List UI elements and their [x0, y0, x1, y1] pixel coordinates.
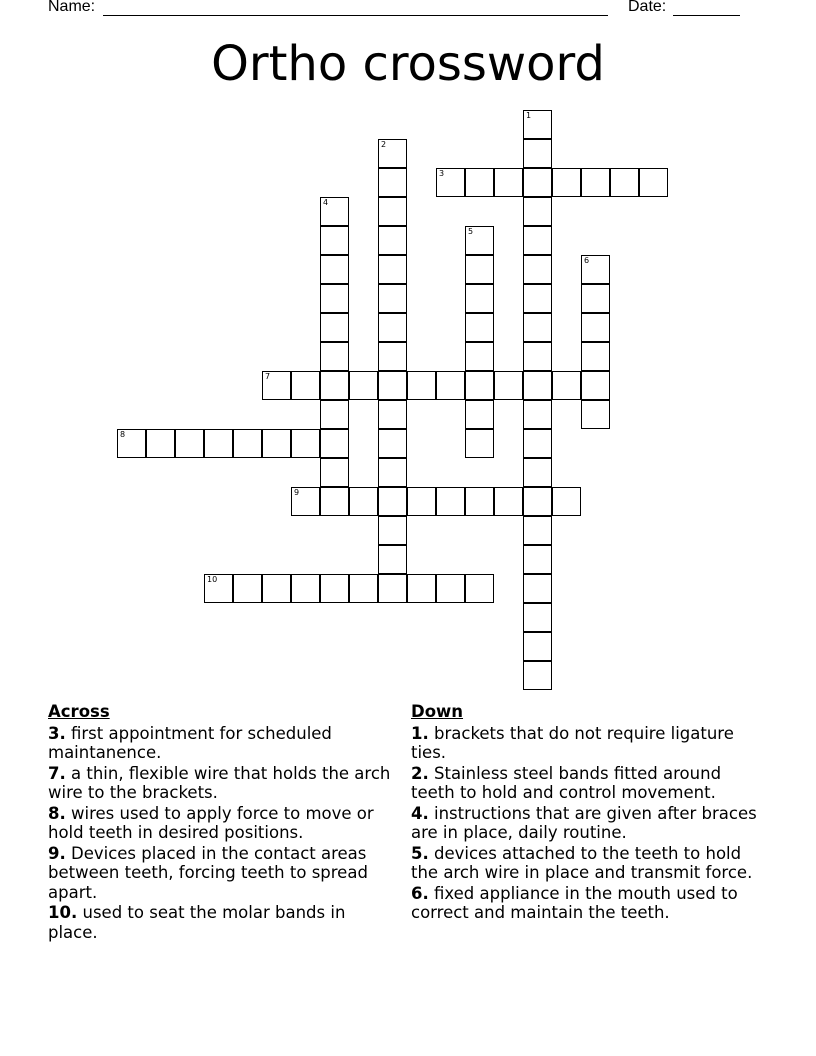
crossword-cell[interactable]: [407, 487, 436, 516]
crossword-cell[interactable]: [523, 603, 552, 632]
clue-text: brackets that do not require ligature ties.: [411, 723, 734, 762]
crossword-cell[interactable]: [378, 197, 407, 226]
crossword-cell[interactable]: [523, 574, 552, 603]
crossword-cell[interactable]: [552, 487, 581, 516]
across-clue: [48, 764, 398, 803]
crossword-cell[interactable]: [378, 226, 407, 255]
crossword-cell[interactable]: [291, 574, 320, 603]
clue-number: 6.: [411, 883, 429, 903]
crossword-cell[interactable]: [465, 487, 494, 516]
crossword-cell[interactable]: [378, 574, 407, 603]
clue-text: fixed appliance in the mouth used to correct and maintain the teeth.: [411, 883, 738, 922]
clue-text: Devices placed in the contact areas between teeth, forcing teeth to spread apart.: [48, 843, 368, 902]
crossword-cell[interactable]: [581, 168, 610, 197]
crossword-cell[interactable]: [581, 342, 610, 371]
cell-number-9: 9: [294, 488, 300, 497]
crossword-cell[interactable]: [233, 574, 262, 603]
crossword-cell[interactable]: [378, 458, 407, 487]
crossword-cell[interactable]: [465, 429, 494, 458]
page-title: Ortho crossword: [211, 36, 605, 92]
crossword-cell[interactable]: [378, 545, 407, 574]
crossword-cell[interactable]: [378, 168, 407, 197]
crossword-cell[interactable]: [204, 574, 233, 603]
crossword-cell[interactable]: [378, 342, 407, 371]
crossword-cell[interactable]: [465, 255, 494, 284]
crossword-cell[interactable]: [523, 632, 552, 661]
crossword-cell[interactable]: [320, 371, 349, 400]
crossword-cell[interactable]: [523, 168, 552, 197]
clue-number: 1.: [411, 723, 429, 743]
crossword-cell[interactable]: [465, 226, 494, 255]
crossword-cell[interactable]: [523, 255, 552, 284]
across-clue: [48, 903, 398, 942]
clue-text: devices attached to the teeth to hold the arch wire in place and transmit force.: [411, 843, 753, 882]
crossword-cell[interactable]: [465, 400, 494, 429]
clue-number: 3.: [48, 723, 66, 743]
crossword-cell[interactable]: [320, 429, 349, 458]
crossword-cell[interactable]: [523, 516, 552, 545]
crossword-cell[interactable]: [378, 429, 407, 458]
crossword-cell[interactable]: [378, 400, 407, 429]
down-clue: [411, 724, 761, 763]
crossword-cell[interactable]: [349, 487, 378, 516]
crossword-cell[interactable]: [320, 197, 349, 226]
crossword-cell[interactable]: [378, 255, 407, 284]
crossword-cell[interactable]: [523, 284, 552, 313]
crossword-cell[interactable]: [378, 371, 407, 400]
crossword-cell[interactable]: [291, 487, 320, 516]
crossword-cell[interactable]: [262, 371, 291, 400]
crossword-cell[interactable]: [465, 371, 494, 400]
crossword-cell[interactable]: [233, 429, 262, 458]
crossword-cell[interactable]: [378, 139, 407, 168]
crossword-cell[interactable]: [320, 458, 349, 487]
crossword-cell[interactable]: [436, 574, 465, 603]
crossword-cell[interactable]: [378, 313, 407, 342]
crossword-cell[interactable]: [320, 284, 349, 313]
crossword-cell[interactable]: [523, 371, 552, 400]
clue-number: 9.: [48, 843, 66, 863]
cell-number-2: 2: [381, 140, 387, 149]
clue-text: used to seat the molar bands in place.: [48, 903, 346, 942]
clue-number: 5.: [411, 843, 429, 863]
crossword-cell[interactable]: [320, 487, 349, 516]
crossword-cell[interactable]: [291, 429, 320, 458]
crossword-cell[interactable]: [581, 400, 610, 429]
crossword-cell[interactable]: [204, 429, 233, 458]
cell-number-6: 6: [584, 256, 590, 265]
cell-number-5: 5: [468, 227, 474, 236]
crossword-cell[interactable]: [494, 371, 523, 400]
across-clue: [48, 724, 398, 763]
crossword-cell[interactable]: [494, 487, 523, 516]
crossword-cell[interactable]: [523, 110, 552, 139]
crossword-cell[interactable]: [349, 574, 378, 603]
cell-number-1: 1: [526, 111, 532, 120]
crossword-cell[interactable]: [407, 574, 436, 603]
crossword-cell[interactable]: [262, 574, 291, 603]
crossword-cell[interactable]: [523, 139, 552, 168]
crossword-cell[interactable]: [494, 168, 523, 197]
crossword-cell[interactable]: [175, 429, 204, 458]
crossword-cell[interactable]: [436, 487, 465, 516]
crossword-cell[interactable]: [465, 574, 494, 603]
crossword-cell[interactable]: [436, 371, 465, 400]
crossword-cell[interactable]: [581, 371, 610, 400]
clue-number: 10.: [48, 903, 78, 922]
crossword-cell[interactable]: [291, 371, 320, 400]
crossword-cell[interactable]: [378, 487, 407, 516]
crossword-cell[interactable]: [581, 255, 610, 284]
crossword-cell[interactable]: [320, 342, 349, 371]
crossword-cell[interactable]: [465, 313, 494, 342]
crossword-cell[interactable]: [465, 342, 494, 371]
crossword-cell[interactable]: [146, 429, 175, 458]
down-clue: [411, 764, 761, 803]
crossword-cell[interactable]: [320, 400, 349, 429]
crossword-cell[interactable]: [465, 168, 494, 197]
crossword-cell[interactable]: [523, 487, 552, 516]
crossword-cell[interactable]: [262, 429, 291, 458]
across-clues: [48, 702, 398, 943]
date-label: Date:: [628, 0, 667, 15]
clue-number: 2.: [411, 763, 429, 783]
crossword-cell[interactable]: [552, 371, 581, 400]
crossword-cell[interactable]: [407, 371, 436, 400]
crossword-cell[interactable]: [320, 574, 349, 603]
name-label: Name:: [48, 0, 96, 15]
clue-text: first appointment for scheduled maintanence.: [48, 723, 332, 762]
down-clue: [411, 844, 761, 883]
clue-number: 8.: [48, 803, 66, 823]
crossword-cell[interactable]: [523, 342, 552, 371]
crossword-cell[interactable]: [378, 516, 407, 545]
crossword-cell[interactable]: [320, 255, 349, 284]
clue-text: instructions that are given after braces are in place, daily routine.: [411, 803, 757, 842]
crossword-cell[interactable]: [523, 661, 552, 690]
crossword-cell[interactable]: [378, 284, 407, 313]
clue-number: 4.: [411, 803, 429, 823]
down-clue: [411, 804, 761, 843]
crossword-cell[interactable]: [465, 284, 494, 313]
cell-number-4: 4: [323, 198, 329, 207]
across-clue: [48, 844, 398, 903]
crossword-cell[interactable]: [436, 168, 465, 197]
crossword-cell[interactable]: [320, 313, 349, 342]
cell-number-3: 3: [439, 169, 445, 178]
down-clues: [411, 702, 761, 924]
down-heading: Down: [411, 702, 464, 721]
crossword-cell[interactable]: [349, 371, 378, 400]
down-clue: [411, 884, 761, 923]
crossword-cell[interactable]: [523, 545, 552, 574]
cell-number-7: 7: [265, 372, 271, 381]
across-clue: [48, 804, 398, 843]
crossword-cell[interactable]: [639, 168, 668, 197]
crossword-cell[interactable]: [523, 429, 552, 458]
crossword-cell[interactable]: [581, 313, 610, 342]
clue-text: Stainless steel bands fitted around teeth to hold and control movement.: [411, 763, 722, 802]
crossword-cell[interactable]: [523, 458, 552, 487]
crossword-cell[interactable]: [552, 168, 581, 197]
crossword-cell[interactable]: [117, 429, 146, 458]
crossword-cell[interactable]: [320, 226, 349, 255]
across-heading: Across: [48, 702, 110, 721]
clue-number: 7.: [48, 763, 66, 783]
crossword-cell[interactable]: [581, 284, 610, 313]
crossword-cell[interactable]: [523, 313, 552, 342]
cell-number-8: 8: [120, 430, 126, 439]
crossword-cell[interactable]: [610, 168, 639, 197]
crossword-cell[interactable]: [523, 226, 552, 255]
cell-number-10: 10: [207, 575, 218, 584]
clue-text: wires used to apply force to move or hold teeth in desired positions.: [48, 803, 374, 842]
crossword-cell[interactable]: [523, 197, 552, 226]
clue-text: a thin, flexible wire that holds the arch wire to the brackets.: [48, 763, 391, 802]
crossword-cell[interactable]: [523, 400, 552, 429]
